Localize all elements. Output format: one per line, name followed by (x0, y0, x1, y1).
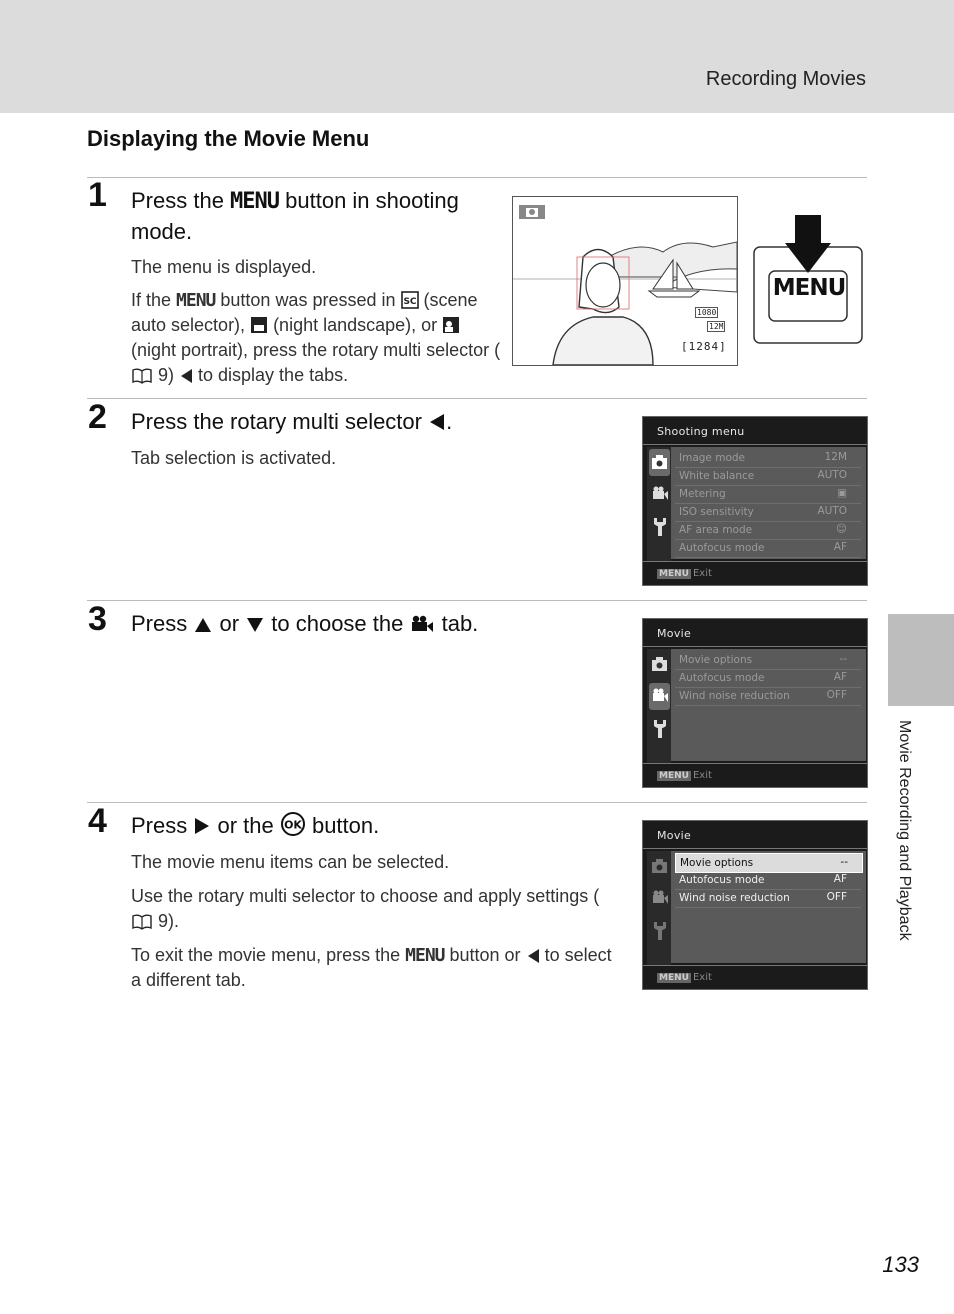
book-reference-icon (131, 914, 153, 930)
movie-tab-icon (649, 481, 670, 508)
camera-tab-icon (649, 651, 670, 678)
menu-button-label: MENU (772, 275, 846, 301)
step-number: 1 (88, 176, 107, 214)
menu-list (671, 447, 866, 559)
step-paragraph: The movie menu items can be selected. (131, 852, 450, 872)
frame-counter: [1284] (681, 340, 727, 353)
left-arrow-icon (526, 948, 540, 964)
step-number: 3 (88, 600, 107, 638)
chapter-tab (888, 614, 954, 706)
menu-item[interactable]: Wind noise reduction OFF (675, 687, 861, 706)
divider (87, 600, 867, 601)
header-band (0, 0, 954, 113)
night-landscape-icon (250, 316, 268, 334)
setup-tab-icon (649, 513, 670, 540)
movie-tab-icon (649, 683, 670, 710)
down-arrow-icon (245, 616, 265, 634)
step-paragraph: Use the rotary multi selector to choose and apply settings ( 9). (131, 886, 600, 931)
menu-item[interactable]: White balance AUTO (675, 467, 861, 486)
step-number: 4 (88, 802, 107, 840)
step-number: 2 (88, 398, 107, 436)
menu-item-selected[interactable]: Movie options -- (675, 853, 863, 873)
image-size-indicator: 12M (709, 322, 724, 331)
menu-item[interactable]: Autofocus mode AF (675, 539, 861, 558)
movie-menu-screen (642, 820, 868, 990)
step-heading: Press or to choose the tab. (131, 611, 479, 636)
running-head: Recording Movies (705, 68, 866, 90)
face-priority-icon: ☺ (836, 523, 847, 535)
movie-camera-icon (409, 614, 435, 634)
svg-text:SC: SC (402, 297, 417, 307)
menu-button-icon: MENU (176, 290, 216, 311)
movie-tab-screen (642, 618, 868, 788)
movie-size-indicator: 1080 (697, 308, 717, 317)
step-paragraph: If the MENU button was pressed in SC (scene auto selector), (night landscape), or (night portrait), press the rotary multi selector ( 9) to display the tabs. (131, 290, 501, 385)
metering-icon: ▣ (837, 487, 847, 499)
setup-tab-icon (649, 917, 670, 944)
exit-hint: MENU Exit (659, 568, 712, 579)
night-portrait-icon (442, 316, 460, 334)
book-reference-icon (131, 368, 153, 384)
movie-tab-icon (649, 885, 670, 912)
ok-button-icon (280, 812, 306, 836)
left-arrow-icon (179, 368, 193, 384)
shooting-menu-screen (642, 416, 868, 586)
step-paragraph: The menu is displayed. (131, 257, 317, 277)
section-title: Displaying the Movie Menu (87, 126, 370, 151)
up-arrow-icon (193, 616, 213, 634)
left-arrow-icon (428, 412, 446, 432)
screen-title: Movie (657, 829, 692, 842)
step-heading: Press or the OK button. (131, 813, 380, 838)
exit-hint: MENU Exit (659, 770, 712, 781)
camera-tab-icon (649, 449, 670, 476)
step-heading: Press the rotary multi selector . (131, 409, 453, 434)
menu-button-icon: MENU (405, 945, 445, 966)
exit-hint: MENU Exit (659, 972, 712, 983)
menu-list (671, 851, 866, 963)
right-arrow-icon (193, 816, 211, 836)
screen-title: Shooting menu (657, 425, 745, 438)
menu-item[interactable]: Image mode 12M (675, 449, 861, 468)
menu-item[interactable]: Wind noise reduction OFF (675, 889, 861, 908)
camera-tab-icon (649, 853, 670, 880)
menu-item[interactable]: Autofocus mode AF (675, 669, 861, 688)
divider (87, 802, 867, 803)
step-paragraph: Tab selection is activated. (131, 448, 337, 468)
menu-item[interactable]: Movie options -- (675, 651, 861, 670)
menu-item[interactable]: Metering ▣ (675, 485, 861, 504)
menu-item[interactable]: AF area mode ☺ (675, 521, 861, 540)
menu-item[interactable]: ISO sensitivity AUTO (675, 503, 861, 522)
chapter-label: Movie Recording and Playback (896, 720, 913, 941)
menu-item[interactable]: Autofocus mode AF (675, 871, 861, 890)
step-heading: Press the MENU button in shooting mode. (131, 188, 459, 244)
camera-preview-image (512, 196, 738, 366)
menu-button-illustration (753, 215, 863, 345)
setup-tab-icon (649, 715, 670, 742)
svg-text:OK: OK (283, 818, 302, 832)
menu-list (671, 649, 866, 761)
menu-button-icon: MENU (230, 189, 280, 214)
page-number: 133 (882, 1252, 919, 1277)
step-paragraph: To exit the movie menu, press the MENU button or to select a different tab. (131, 945, 612, 990)
screen-title: Movie (657, 627, 692, 640)
divider (87, 177, 867, 178)
divider (87, 398, 867, 399)
scene-auto-icon (401, 291, 419, 309)
